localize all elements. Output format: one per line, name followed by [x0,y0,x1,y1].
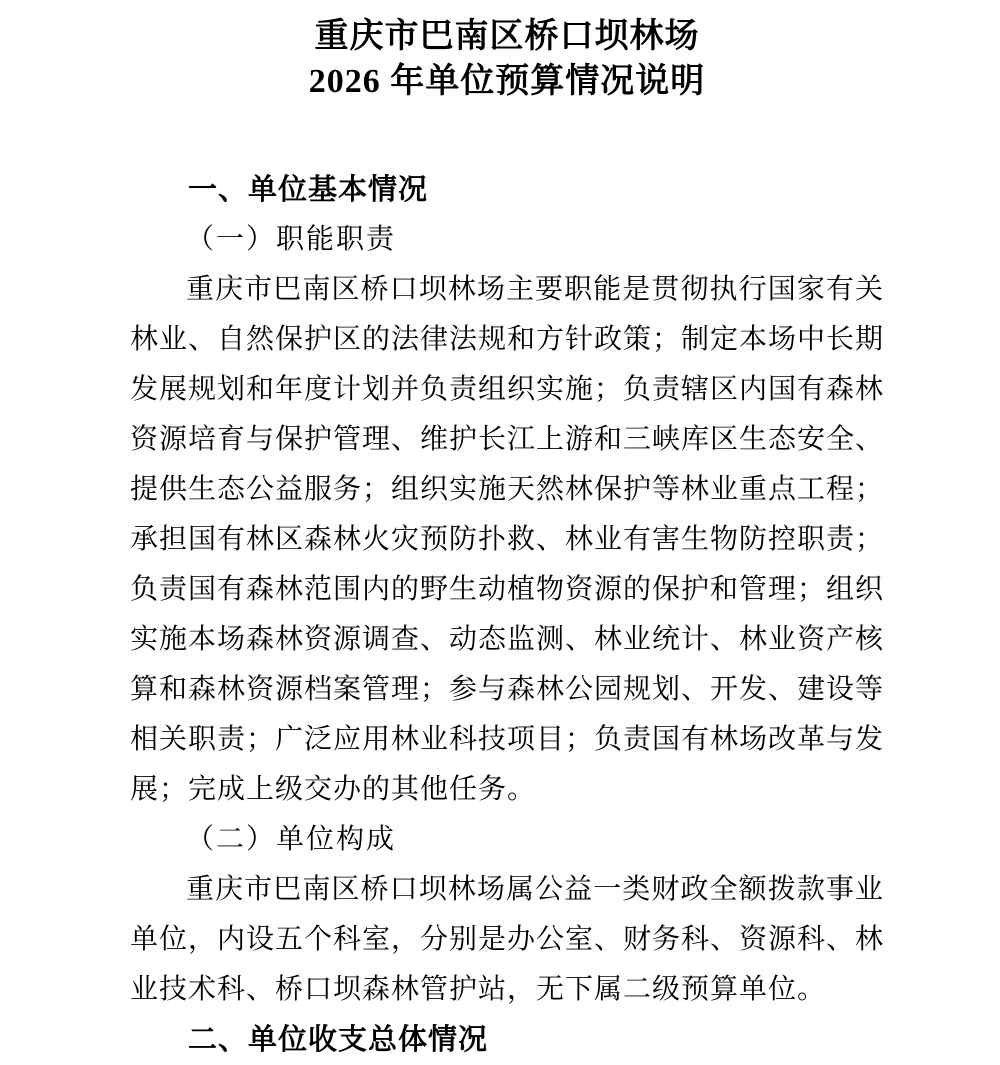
subsection-heading-functions-duties: （一）职能职责 [186,224,397,255]
paragraph-unit-composition: 重庆市巴南区桥口坝林场属公益一类财政全额拨款事业单位，内设五个科室，分别是办公室、财务科、资源科、林业技术科、桥口坝森林管护站，无下属二级预算单位。 [130,874,885,1005]
page-title-line-1: 重庆市巴南区桥口坝林场 [314,18,700,55]
document-title [130,14,884,104]
section-heading-revenue-expenditure: 二、单位收支总体情况 [188,1024,489,1056]
subsection-heading-unit-composition: （二）单位构成 [186,824,397,855]
page-title-line-2: 2026 年单位预算情况说明 [308,63,706,100]
document-body [130,165,884,1065]
paragraph-functions-duties: 重庆市巴南区桥口坝林场主要职能是贯彻执行国家有关林业、自然保护区的法律法规和方针政策；制定本场中长期发展规划和年度计划并负责组织实施；负责辖区内国有森林资源培育与保护管理、维护长江上游和三峡库区生态安全、提供生态公益服务；组织实施天然林保护等林业重点工程；承担国有林区森林火灾预防扑救、林业有害生物防控职责；负责国有森林范围内的野生动植物资源的保护和管理；组织实施本场森林资源调查、动态监测、林业统计、林业资产核算和森林资源档案管理；参与森林公园规划、开发、建设等相关职责；广泛应用林业科技项目；负责国有林场改革与发展；完成上级交办的其他任务。 [130,274,885,805]
section-heading-basic-situation: 一、单位基本情况 [188,174,429,206]
